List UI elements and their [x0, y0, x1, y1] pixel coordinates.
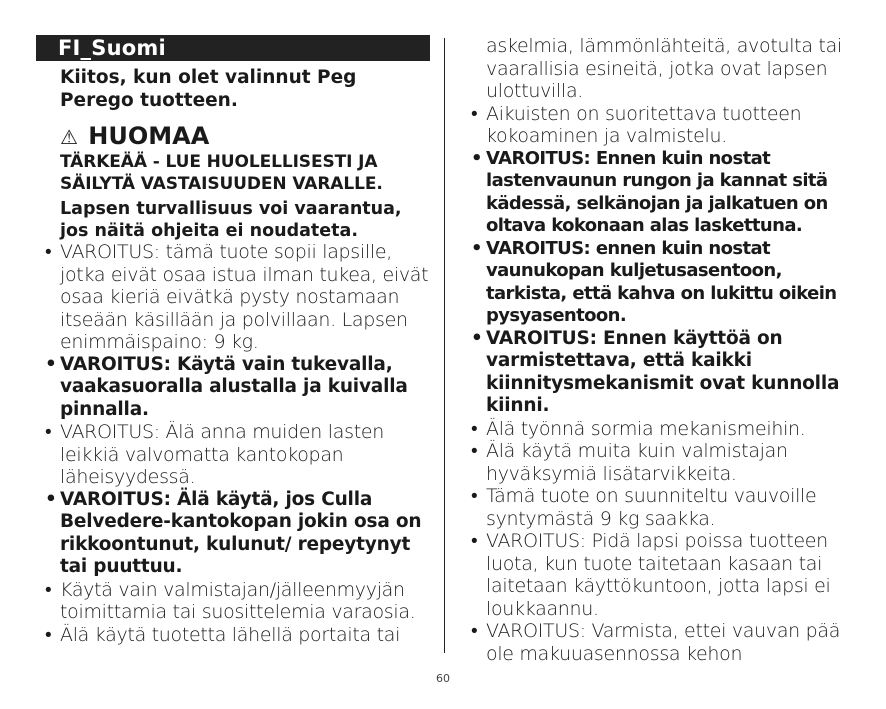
important-notice: TÄRKEÄÄ - LUE HUOLELLISESTI JA SÄILYTÄ VASTAISUUDEN VARALLE.: [60, 152, 383, 194]
bullet-icon: •: [471, 237, 482, 259]
list-item-text: VAROITUS: Pidä lapsi poissa tuotteen luota, kun tuote taitetaan kasaan tai laitetaan käyttökuntoon, jotta lapsi ei loukkaannu.: [486, 530, 831, 620]
bullet-icon: •: [471, 530, 478, 552]
bullet-icon: •: [471, 327, 483, 349]
left-instruction-list: [36, 241, 432, 646]
warning-heading-text: HUOMAA: [88, 122, 210, 150]
column-divider: [444, 38, 445, 653]
thanks-text: Kiitos, kun olet valinnut Peg Perego tuotteen.: [60, 67, 357, 111]
list-item: [462, 418, 858, 441]
warning-heading: [60, 122, 209, 151]
bullet-icon: •: [45, 353, 57, 375]
bullet-icon: •: [471, 440, 478, 462]
bullet-icon: •: [471, 620, 478, 642]
bullet-icon: •: [45, 578, 52, 601]
list-item: [462, 148, 858, 238]
language-header: FI_Suomi: [36, 35, 430, 61]
right-instruction-list: [462, 35, 858, 665]
warning-triangle-icon: ⚠: [60, 125, 78, 149]
bullet-icon: •: [45, 623, 52, 646]
list-item: [36, 241, 432, 354]
list-item: [36, 579, 432, 624]
list-item: [36, 421, 432, 489]
list-item-text: VAROITUS: Käytä vain tukevalla, vaakasuoralla alustalla ja kuivalla pinnalla.: [60, 353, 408, 420]
bullet-icon: •: [45, 488, 57, 510]
list-item: [462, 328, 858, 418]
list-item-text: Älä käytä muita kuin valmistajan hyväksymiä lisätarvikkeita.: [486, 440, 788, 485]
list-item-text: VAROITUS: Ennen käyttöä on varmistettava, että kaikki kiinnitysmekanismit ovat kunnolla kiinni.: [486, 327, 840, 416]
list-item-text: VAROITUS: Älä anna muiden lasten leikkiä valvomatta kantokopan läheisyydessä.: [60, 421, 384, 488]
list-item-text: VAROITUS: ennen kuin nostat vaunukopan kuljetusasentoon, tarkista, että kahva on lukittu oikein pysyasentoon.: [486, 237, 837, 326]
list-item-text: Käytä vain valmistajan/jälleenmyyjän toimittamia tai suosittelemia varaosia.: [60, 578, 416, 623]
safety-notice: Lapsen turvallisuus voi vaarantua, jos näitä ohjeita ei noudateta.: [60, 199, 402, 241]
list-item-text: Älä työnnä sormia mekanismeihin.: [486, 417, 806, 440]
bullet-icon: •: [471, 102, 478, 125]
list-item: [36, 624, 432, 647]
list-item-text: VAROITUS: Ennen kuin nostat lastenvaunun rungon ja kannat sitä kädessä, selkänojan ja jalkatuen on oltava kokonaan alas laskettuna.: [486, 147, 828, 236]
list-item-text: Tämä tuote on suunniteltu vauvoille syntymästä 9 kg saakka.: [486, 485, 817, 530]
list-item-text: askelmia, lämmönlähteitä, avotulta tai vaarallisia esineitä, jotka ovat lapsen ulottuvilla.: [486, 35, 842, 102]
list-item-text: Aikuisten on suoritettava tuotteen kokoaminen ja valmistelu.: [486, 102, 802, 147]
list-item-text: VAROITUS: tämä tuote sopii lapsille, jotka eivät osaa istua ilman tukea, eivät osaa kieriä eivätkä pysty nostamaan itseään käsillään ja polvillaan. Lapsen enimmäispaino: 9 kg.: [60, 241, 429, 353]
list-item: [462, 35, 858, 103]
list-item: [462, 238, 858, 328]
list-item-text: VAROITUS: Älä käytä, jos Culla Belvedere-kantokopan jokin osa on rikkoontunut, kulunut/ repeytynyt tai puuttuu.: [60, 488, 422, 577]
page-number: 60: [436, 672, 450, 685]
bullet-icon: •: [45, 421, 52, 443]
list-item: [462, 530, 858, 620]
list-item-text: Älä käytä tuotetta lähellä portaita tai: [60, 623, 401, 646]
bullet-icon: •: [45, 241, 52, 263]
bullet-icon: •: [471, 485, 478, 507]
list-item-text: VAROITUS: Varmista, ettei vauvan pää ole makuuasennossa kehon: [486, 620, 841, 665]
list-item: [36, 489, 432, 579]
list-item: [462, 485, 858, 530]
list-item: [462, 103, 858, 148]
list-item: [462, 440, 858, 485]
list-item: [36, 354, 432, 422]
bullet-icon: •: [471, 417, 478, 440]
list-item: [462, 620, 858, 665]
bullet-icon: •: [471, 147, 482, 169]
